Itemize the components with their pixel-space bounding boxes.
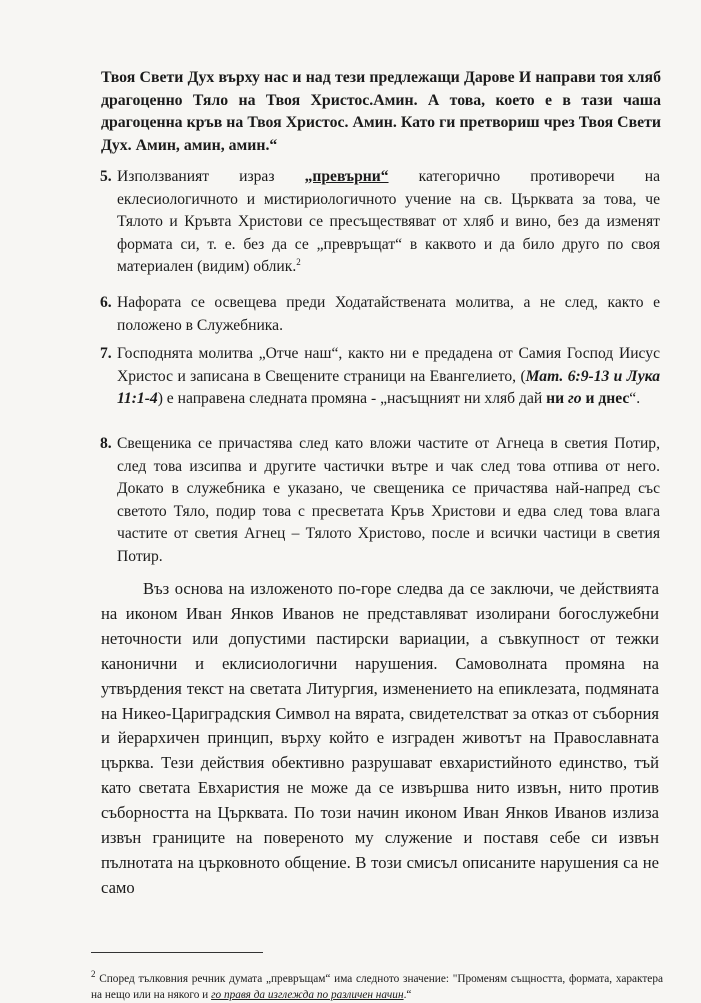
list-number: 5. [100,168,112,185]
emphasized-word: и [585,390,595,408]
footnote-text-end: .“ [403,988,412,1001]
text-segment: ) е направена следната промяна - „насъщният ни хляб дай [157,390,547,408]
emphasized-term: „превърни“ [304,168,389,185]
list-item-6 [100,292,660,337]
footnote [91,969,663,1003]
list-item-8 [100,433,660,569]
prayer-quote-paragraph: Твоя Свети Дух върху нас и над тези предлежащи Дарове И направи тоя хляб драгоценно Тяло на Твоя Христос.Амин. А това, което е в тази чаша драгоценна кръв на Твоя Христос. Амин. Като ги претвориш чрез Твоя Свети Дух. Амин, амин, амин.“ [101,69,661,154]
emphasized-word: го [568,390,582,408]
emphasized-word: ни [546,390,565,408]
list-item-7 [100,343,660,411]
list-number: 8. [100,435,112,452]
scripture-reference: Мат. 6:9-13 и Лука 11:1-4 [117,367,660,408]
list-item-text [117,166,664,279]
footnote-text: Според тълковния речник думата „превръщам“ има следното значение: "Променям същността, формата, характера на нещо или на някого и [91,973,663,1001]
text-segment: Господнята молитва „Отче наш“, както ни е предадена от Самия Господ Иисус Христос и записана в Свещените страници на Евангелието, ( [117,345,660,385]
list-number: 6. [100,294,112,311]
conclusion-paragraph: Въз основа на изложеното по-горе следва да се заключи, че действията на иконом Иван Янков Иванов не представляват изолирани богослужебни неточности или допустими пастирски вариации, а съвкупност от тежки канонични и еклисиологични нарушения. Самоволната промяна на утвърдения текст на светата Литургия, изменението на епиклезата, подмяната на Никео-Цариградския Символ на вярата, свидетелстват за отказ от съборния и йерархичен принцип, върху който е изграден животът на Православната църква. Тези действия обективно разрушават евхаристийното единство, тъй като светата Евхаристия не може да се извършва нито извън, нито против съборността на Църквата. По този начин иконом Иван Янков Иванов излиза извън границите на повереното му служение и поставя себе си извън пълнотата на църковното общение. В този смисъл описаните нарушения са не само [101,579,659,897]
footnote-emphasis: го правя да изглежда по различен начин [211,988,404,1001]
footnote-reference[interactable]: 2 [296,257,301,268]
text-segment: категорично противоречи на еклесиологичното и мистириологичното учение на св. Църквата за това, че Тялото и Кръвта Христови се пресъществяват от хляб и вино, без да изменят формата си, т. е. без да се „превръщат“ в каквото и да било друго по своя материален (видим) облик. [117,168,664,276]
list-item-text [117,343,660,411]
text-segment: Използваният израз [117,168,305,185]
list-number: 7. [100,345,112,362]
list-item-text: Свещеника се причастява след като вложи частите от Агнеца в светия Потир, след това изсипва и другите частички вътре и чак след това отпива от него. Докато в служебника е указано, че свещеника се причастява най-напред със светото Тяло, подир това с пресветата Кръв Христови и едва след това влага частите от светия Агнец – Тялото Христово, после и всички частици в светия Потир. [117,435,660,565]
list-item-5 [100,166,664,279]
footnote-mark: 2 [91,969,96,980]
text-segment: “. [629,390,641,408]
footnote-divider [91,952,263,953]
list-item-text: Нафората се освещева преди Ходатайствената молитва, а не след, както е положено в Служебника. [117,294,660,334]
emphasized-word: днес [598,390,630,408]
